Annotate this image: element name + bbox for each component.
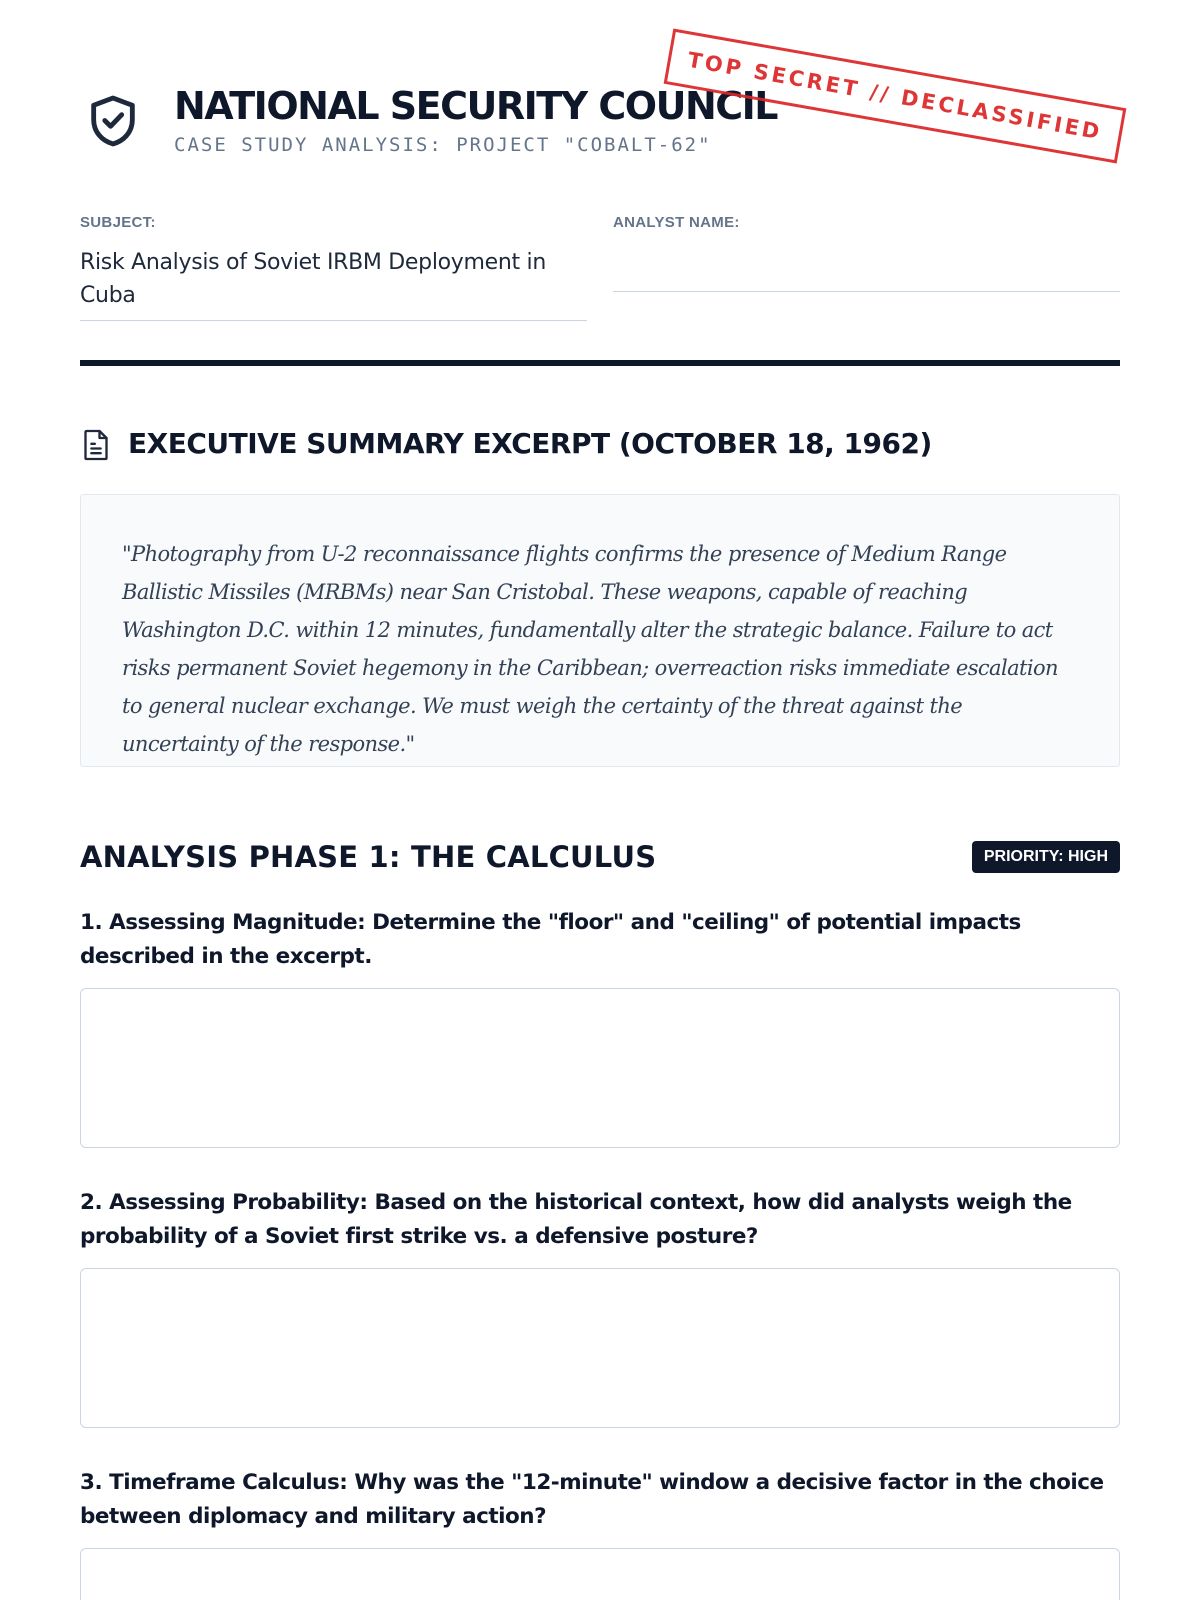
question-3 — [80, 1466, 1120, 1600]
analyst-field — [613, 214, 1120, 292]
worksheet-page — [80, 0, 1120, 1600]
document-icon — [82, 428, 110, 462]
analyst-label: ANALYST NAME: — [613, 214, 740, 231]
subject-field — [80, 214, 587, 321]
answer-3-field[interactable] — [80, 1548, 1120, 1600]
question-3-text: 3. Timeframe Calculus: Why was the "12-minute" window a decisive factor in the choice between diplomacy and military action? — [80, 1470, 1104, 1529]
question-1-text: 1. Assessing Magnitude: Determine the "floor" and "ceiling" of potential impacts described in the excerpt. — [80, 910, 1021, 969]
case-subtitle: CASE STUDY ANALYSIS: PROJECT "COBALT-62" — [174, 134, 712, 156]
phase1-title: ANALYSIS PHASE 1: THE CALCULUS — [80, 840, 657, 874]
summary-title: EXECUTIVE SUMMARY EXCERPT (OCTOBER 18, 1962) — [128, 427, 932, 460]
summary-quote: "Photography from U-2 reconnaissance flights confirms the presence of Medium Range Ballistic Missiles (MRBMs) near San Cristobal. These weapons, capable of reaching Washington D.C. within 12 minutes, fundamentally alter the strategic balance. Failure to act risks permanent Soviet hegemony in the Caribbean; overreaction risks immediate escalation to general nuclear exchange. We must weigh the certainty of the threat against the uncertainty of the response." — [122, 542, 1058, 756]
summary-quote-box — [80, 494, 1120, 767]
org-title: NATIONAL SECURITY COUNCIL — [174, 84, 778, 128]
meta-fields — [80, 214, 1120, 324]
classification-stamp: TOP SECRET // DECLASSIFIED — [664, 28, 1127, 163]
subject-label: SUBJECT: — [80, 214, 156, 231]
phase1-heading — [80, 836, 1120, 878]
question-2 — [80, 1186, 1120, 1428]
header-divider — [80, 360, 1120, 366]
analyst-name-input[interactable] — [613, 246, 1120, 292]
answer-2-field[interactable] — [80, 1268, 1120, 1428]
answer-1-field[interactable] — [80, 988, 1120, 1148]
priority-badge: PRIORITY: HIGH — [972, 841, 1120, 873]
question-2-text: 2. Assessing Probability: Based on the historical context, how did analysts weigh the probability of a Soviet first strike vs. a defensive posture? — [80, 1190, 1072, 1249]
summary-heading — [80, 424, 1120, 464]
shield-check-icon — [84, 88, 142, 154]
question-1 — [80, 906, 1120, 1148]
subject-value[interactable]: Risk Analysis of Soviet IRBM Deployment in Cuba — [80, 246, 587, 321]
